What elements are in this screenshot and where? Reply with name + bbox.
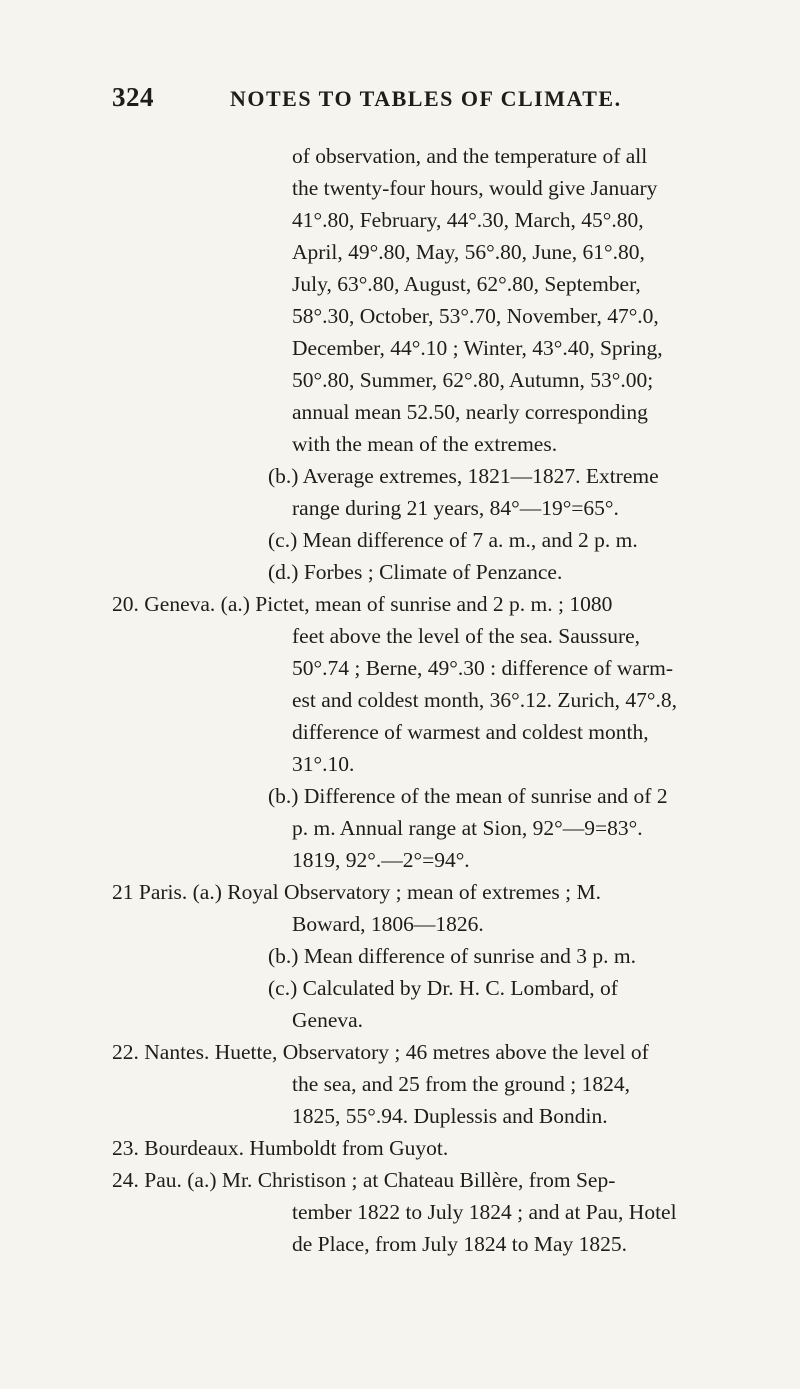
text-line: of observation, and the temperature of all: [292, 144, 648, 168]
entry-23-bourdeaux: 23. Bourdeaux. Humboldt from Guyot.: [112, 1136, 449, 1160]
text-line: 50°.74 ; Berne, 49°.30 : difference of warm-: [292, 656, 673, 680]
note-b: (b.) Mean difference of sunrise and 3 p. m.: [268, 944, 636, 968]
text-line: range during 21 years, 84°—19°=65°.: [292, 496, 619, 520]
running-title: NOTES TO TABLES OF CLIMATE.: [230, 86, 622, 111]
text-line: April, 49°.80, May, 56°.80, June, 61°.80,: [292, 240, 645, 264]
text-line: 41°.80, February, 44°.30, March, 45°.80,: [292, 208, 644, 232]
entry-21-paris: 21 Paris. (a.) Royal Observatory ; mean of extremes ; M.: [112, 880, 601, 904]
note-c: (c.) Mean difference of 7 a. m., and 2 p. m.: [268, 528, 638, 552]
text-line: Geneva.: [292, 1008, 364, 1032]
text-line: p. m. Annual range at Sion, 92°—9=83°.: [292, 816, 643, 840]
text-line: annual mean 52.50, nearly corresponding: [292, 400, 648, 424]
running-head: [112, 82, 672, 122]
note-c: (c.) Calculated by Dr. H. C. Lombard, of: [268, 976, 618, 1000]
text-line: difference of warmest and coldest month,: [292, 720, 649, 744]
text-line: tember 1822 to July 1824 ; and at Pau, Hotel: [292, 1200, 677, 1224]
note-d: (d.) Forbes ; Climate of Penzance.: [268, 560, 563, 584]
text-line: July, 63°.80, August, 62°.80, September,: [292, 272, 641, 296]
page-number: 324: [112, 82, 154, 112]
note-b: (b.) Difference of the mean of sunrise and of 2: [268, 784, 668, 808]
text-line: de Place, from July 1824 to May 1825.: [292, 1232, 627, 1256]
text-line: the sea, and 25 from the ground ; 1824,: [292, 1072, 630, 1096]
text-line: 31°.10.: [292, 752, 355, 776]
text-line: December, 44°.10 ; Winter, 43°.40, Spring,: [292, 336, 663, 360]
text-line: with the mean of the extremes.: [292, 432, 558, 456]
text-line: feet above the level of the sea. Saussure,: [292, 624, 641, 648]
text-line: 50°.80, Summer, 62°.80, Autumn, 53°.00;: [292, 368, 654, 392]
text-line: Boward, 1806—1826.: [292, 912, 484, 936]
text-line: 58°.30, October, 53°.70, November, 47°.0,: [292, 304, 659, 328]
text-line: est and coldest month, 36°.12. Zurich, 47°.8,: [292, 688, 678, 712]
text-line: 1819, 92°.—2°=94°.: [292, 848, 470, 872]
entry-22-nantes: 22. Nantes. Huette, Observatory ; 46 metres above the level of: [112, 1040, 649, 1064]
note-b: (b.) Average extremes, 1821—1827. Extreme: [268, 464, 659, 488]
text-line: 1825, 55°.94. Duplessis and Bondin.: [292, 1104, 608, 1128]
entry-24-pau: 24. Pau. (a.) Mr. Christison ; at Chateau Billère, from Sep-: [112, 1168, 616, 1192]
text-line: the twenty-four hours, would give January: [292, 176, 658, 200]
entry-20-geneva: 20. Geneva. (a.) Pictet, mean of sunrise and 2 p. m. ; 1080: [112, 592, 613, 616]
